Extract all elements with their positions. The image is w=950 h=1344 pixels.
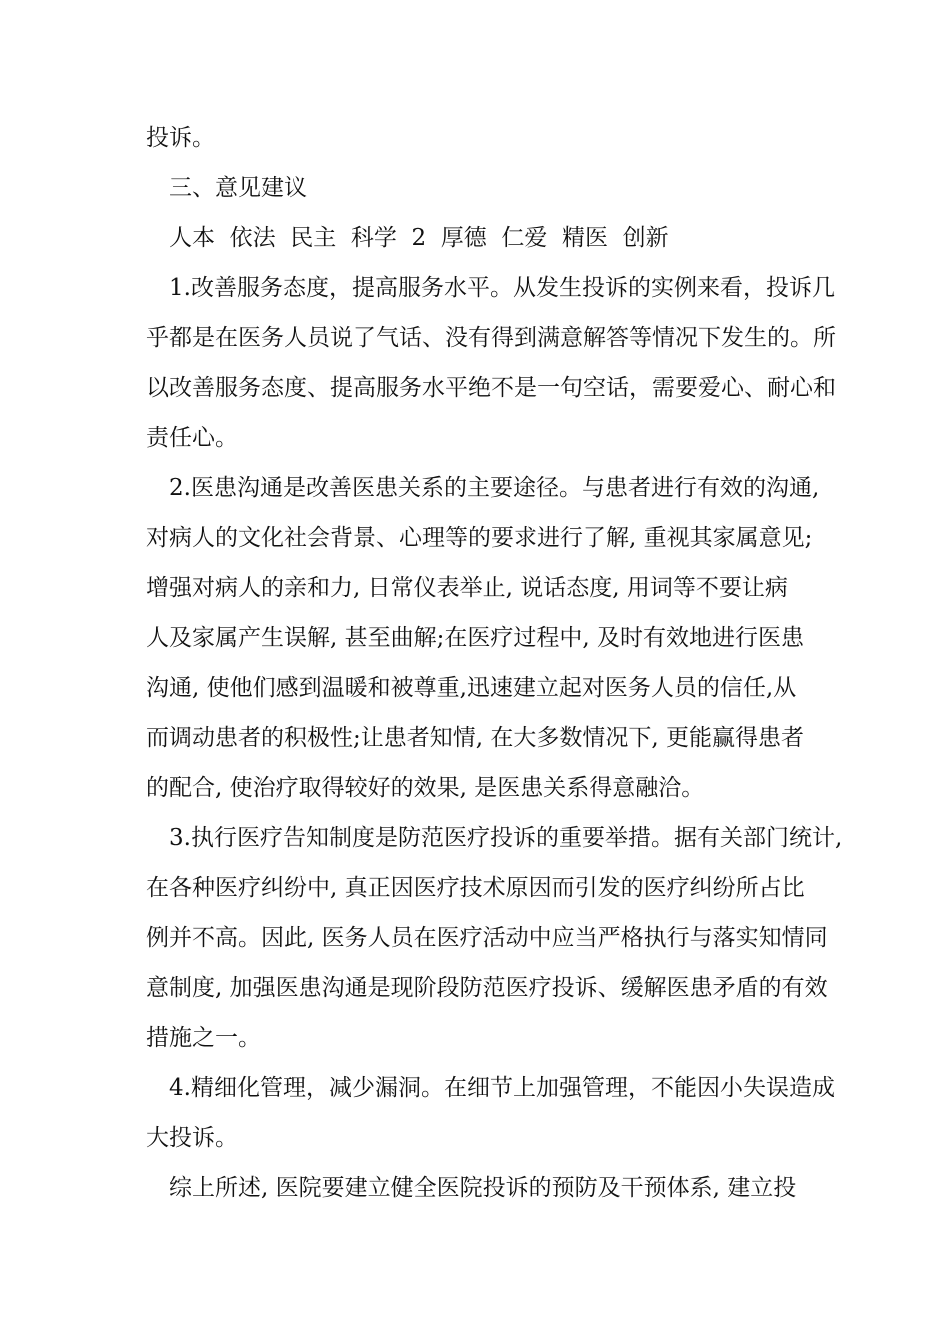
text-line: 责任心。 <box>146 425 238 451</box>
text-line: 4.精细化管理，减少漏洞。在细节上加强管理，不能因小失误造成 <box>169 1075 835 1101</box>
text-line: 以改善服务态度、提高服务水平绝不是一句空话，需要爱心、耐心和 <box>146 375 836 401</box>
text-line: 人及家属产生误解, 甚至曲解;在医疗过程中, 及时有效地进行医患 <box>146 625 804 651</box>
paragraph-1 <box>146 263 836 463</box>
motto-text: 人本 依法 民主 科学 2 厚德 仁爱 精医 创新 <box>169 225 669 251</box>
section-heading <box>146 163 811 213</box>
motto-line <box>146 213 811 263</box>
text-line: 在各种医疗纠纷中, 真正因医疗技术原因而引发的医疗纠纷所占比 <box>146 875 805 901</box>
text-line: 而调动患者的积极性;让患者知情, 在大多数情况下, 更能赢得患者 <box>146 725 804 751</box>
text-line: 沟通, 使他们感到温暖和被尊重,迅速建立起对医务人员的信任,从 <box>146 675 797 701</box>
text-line: 意制度, 加强医患沟通是现阶段防范医疗投诉、缓解医患矛盾的有效 <box>146 975 828 1001</box>
paragraph-3 <box>146 813 843 1063</box>
text-line: 综上所述, 医院要建立健全医院投诉的预防及干预体系, 建立投 <box>169 1175 797 1201</box>
document-body <box>146 113 843 1213</box>
text-line: 大投诉。 <box>146 1125 238 1151</box>
text-line: 措施之一。 <box>146 1025 261 1051</box>
text-line: 2.医患沟通是改善医患关系的主要途径。与患者进行有效的沟通, <box>169 475 820 501</box>
text-line: 的配合, 使治疗取得较好的效果, 是医患关系得意融洽。 <box>146 775 705 801</box>
paragraph-continuation <box>146 113 811 163</box>
paragraph-summary <box>146 1163 811 1213</box>
text-line: 对病人的文化社会背景、心理等的要求进行了解, 重视其家属意见; <box>146 525 813 551</box>
text-line: 投诉。 <box>146 125 215 151</box>
text-line: 例并不高。因此, 医务人员在医疗活动中应当严格执行与落实知情同 <box>146 925 828 951</box>
paragraph-2 <box>146 463 820 813</box>
paragraph-4 <box>146 1063 835 1163</box>
text-line: 增强对病人的亲和力, 日常仪表举止, 说话态度, 用词等不要让病 <box>146 575 788 601</box>
heading-text: 三、意见建议 <box>169 175 307 201</box>
text-line: 1.改善服务态度，提高服务水平。从发生投诉的实例来看，投诉几 <box>169 275 835 301</box>
text-line: 3.执行医疗告知制度是防范医疗投诉的重要举措。据有关部门统计, <box>169 825 843 851</box>
text-line: 乎都是在医务人员说了气话、没有得到满意解答等情况下发生的。所 <box>146 325 836 351</box>
